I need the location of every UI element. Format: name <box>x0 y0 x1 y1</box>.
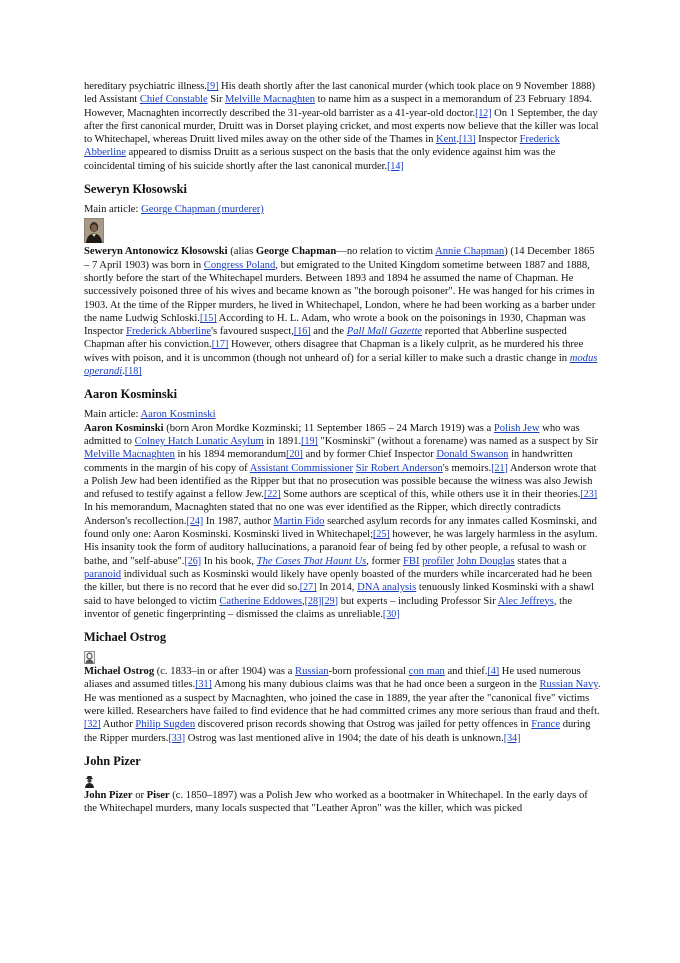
text: . <box>456 134 460 146</box>
link-russian[interactable]: Russian <box>295 666 329 678</box>
link-modus-operandi[interactable]: modus operandi <box>84 352 598 378</box>
citation-34[interactable]: [34] <box>503 732 521 744</box>
text: Main article: <box>84 204 142 216</box>
link-colney-hatch[interactable]: Colney Hatch Lunatic Asylum <box>134 435 264 447</box>
citation-29[interactable]: [29] <box>321 595 339 607</box>
text: (alias <box>227 246 256 258</box>
link-france[interactable]: France <box>531 719 561 731</box>
link-assistant-commissioner[interactable]: Assistant Commissioner <box>249 462 354 474</box>
text: searched asylum records for any inmates called Kosminski, and found only one: Aaron Kosminski. Kosminski lived in Whitechapel; <box>84 515 597 541</box>
text: He used numerous aliases and assumed titles. <box>84 666 581 691</box>
link-cases-that-haunt-us[interactable]: The Cases That Haunt Us <box>256 555 367 567</box>
text: in 1891. <box>263 435 302 447</box>
text: . <box>122 366 125 378</box>
citation-27[interactable]: [27] <box>299 582 317 594</box>
text: "Kosminski" (without a forename) was named as a suspect by Sir <box>317 435 599 447</box>
text: individual such as Kosminski would likely have openly boasted of the murders while incarcerated had he been the killer, but there is no record that he ever did so. <box>84 568 593 594</box>
citation-30[interactable]: [30] <box>382 608 400 620</box>
bold-alt-name: Piser <box>146 789 170 801</box>
text: , the inventor of genetic fingerprinting – dismissed the claims as unreliable. <box>84 595 573 620</box>
text: Among his many dubious claims was that he had once been a surgeon in the <box>211 679 540 691</box>
text: and by former Chief Inspector <box>302 449 437 461</box>
paragraph-druitt <box>84 80 602 173</box>
citation-22[interactable]: [22] <box>263 489 281 501</box>
link-frederick-abberline[interactable]: Frederick Abberline <box>126 326 212 338</box>
citation-23[interactable]: [23] <box>580 489 598 501</box>
text: but experts – including Professor Sir <box>338 595 498 607</box>
link-philip-sugden[interactable]: Philip Sugden <box>135 719 196 731</box>
text: hereditary psychiatric illness. <box>84 81 207 92</box>
citation-33[interactable]: [33] <box>168 732 186 744</box>
bold-name: John Pizer <box>84 789 133 801</box>
citation-19[interactable]: [19] <box>301 435 318 447</box>
link-alec-jeffreys[interactable]: Alec Jeffreys <box>497 595 554 607</box>
text: In his memorandum, Macnaghten stated that no one was ever identified as the Ripper, which directly contradicts Anderson's recollection. <box>84 502 561 527</box>
text: and the <box>310 326 347 338</box>
link-chief-constable[interactable]: Chief Constable <box>139 94 208 106</box>
text: Ostrog was last mentioned alive in 1904; the date of his death is unknown. <box>185 732 504 744</box>
citation-4[interactable]: [4] <box>487 666 500 678</box>
section-heading-klosowski: Seweryn Kłosowski <box>84 182 187 197</box>
text: (c. 1850–1897) was a Polish Jew who worked as a bootmaker in Whitechapel. In the early days of the Whitechapel murders, many locals suspected that "Leather Apron" was the killer, which was picked <box>84 789 588 815</box>
text: ) (14 December 1865 – 7 April 1903) was born in <box>84 246 595 271</box>
link-melville-macnaghten[interactable]: Melville Macnaghten <box>84 449 175 461</box>
link-catherine-eddowes[interactable]: Catherine Eddowes <box>219 595 303 607</box>
article-body <box>84 80 602 815</box>
link-john-douglas[interactable]: John Douglas <box>456 555 515 567</box>
text: Anderson wrote that a Polish Jew had been identified as the Ripper but that no prosecution was possible because the witness was also Jewish and refused to testify against a fellow Jew. <box>84 462 597 501</box>
portrait-silhouette-icon[interactable] <box>84 775 95 788</box>
main-article-note <box>84 203 602 216</box>
citation-16[interactable]: [16] <box>293 326 311 338</box>
text: Some authors are sceptical of this, while others use it in their theories. <box>280 489 581 501</box>
link-polish-jew[interactable]: Polish Jew <box>493 422 540 434</box>
text: In 2014, <box>316 582 358 594</box>
text: in handwritten comments in the margin of his copy of <box>84 449 573 474</box>
citation-15[interactable]: [15] <box>199 312 217 324</box>
text: -born professional <box>328 666 409 678</box>
link-aaron-kosminski[interactable]: Aaron Kosminski <box>140 409 216 421</box>
link-martin-fido[interactable]: Martin Fido <box>273 515 325 527</box>
citation-12[interactable]: [12] <box>475 107 492 119</box>
text: however, he was largely harmless in the asylum. His insanity took the form of auditory hallucinations, a paranoid fear of being fed by other people, a refusal to wash or bathe, and "self-abuse". <box>84 529 598 567</box>
text: during the Ripper murders. <box>84 719 591 744</box>
paragraph-klosowski <box>84 245 602 378</box>
link-annie-chapman[interactable]: Annie Chapman <box>435 246 505 258</box>
section-heading-kosminski: Aaron Kosminski <box>84 387 178 402</box>
citation-13[interactable]: [13] <box>459 134 476 146</box>
text: Sir <box>207 94 226 106</box>
citation-25[interactable]: [25] <box>373 529 390 541</box>
text: —no relation to victim <box>336 246 436 258</box>
portrait-sketch-icon[interactable] <box>84 651 95 664</box>
citation-24[interactable]: [24] <box>186 515 204 527</box>
text: His death shortly after the last canonical murder (which took place on 9 November 1888) led Assistant <box>84 81 595 106</box>
link-pall-mall-gazette[interactable]: Pall Mall Gazette <box>346 326 423 338</box>
text: to name him as a suspect in a memorandum of 23 February 1894. However, Macnaghten incorrectly described the 31-year-old barrister as a 41-year-old doctor. <box>84 94 592 119</box>
section-heading-pizer: John Pizer <box>84 753 141 768</box>
text: who was admitted to <box>84 422 580 447</box>
bold-name: Seweryn Antonowicz Kłosowski <box>84 246 228 258</box>
text: Inspector <box>475 134 520 146</box>
text: in his 1894 memorandum <box>174 449 287 461</box>
link-congress-poland[interactable]: Congress Poland <box>203 259 276 271</box>
text: On 1 September, the day after the first canonical murder, Druitt was in Dorset playing cricket, and most experts now believe that the killer was local to Whitechapel, whereas Druitt lived miles away on the other side of the Thames in <box>84 107 599 146</box>
section-heading-ostrog: Michael Ostrog <box>84 630 167 645</box>
bold-name: Michael Ostrog <box>84 666 155 678</box>
text: states that a <box>514 555 567 567</box>
text: In his book, <box>201 555 257 567</box>
link-con-man[interactable]: con man <box>408 666 445 678</box>
citation-28[interactable]: [28] <box>304 595 322 607</box>
link-melville-macnaghten[interactable]: Melville Macnaghten <box>225 94 315 106</box>
text: discovered prison records showing that Ostrog was jailed for petty offences in <box>195 719 532 731</box>
citation-20[interactable]: [20] <box>286 449 303 461</box>
text: appeared to dismiss Druitt as a serious suspect on the basis that the only evidence against him was the coincidental timing of his suicide shortly after the last canonical murder. <box>84 147 556 172</box>
text: or <box>132 789 147 801</box>
citation-31[interactable]: [31] <box>195 679 212 691</box>
portrait-photo-icon[interactable] <box>84 218 104 243</box>
text: However, others disagree that Chapman is a likely culprit, as he murdered his three wives with poison, and it is uncommon (though not unheard of) for a serial killer to make such a drastic change in <box>84 339 584 364</box>
text: Main article: <box>84 409 141 421</box>
link-paranoid[interactable]: paranoid <box>84 568 122 580</box>
text: , former <box>366 555 403 567</box>
text: , <box>302 595 305 607</box>
citation-21[interactable]: [21] <box>491 462 508 474</box>
link-george-chapman-murderer[interactable]: George Chapman (murderer) <box>141 204 264 216</box>
main-article-note <box>84 408 602 421</box>
text: 's memoirs. <box>442 462 492 474</box>
citation-14[interactable]: [14] <box>387 160 404 172</box>
paragraph-kosminski <box>84 422 602 621</box>
text: (born Aron Mordke Kozminski; 11 September 1865 – 24 March 1919) was a <box>163 422 494 434</box>
link-frederick-abberline[interactable]: Frederick Abberline <box>84 134 560 159</box>
link-donald-swanson[interactable]: Donald Swanson <box>436 449 509 461</box>
citation-9[interactable]: [9] <box>206 81 219 92</box>
text: and thief. <box>444 666 488 678</box>
bold-name: Aaron Kosminski <box>84 422 164 434</box>
link-kent[interactable]: Kent <box>436 134 457 146</box>
text: According to H. L. Adam, who wrote a book on the poisonings in 1930, Chapman was Inspector <box>84 312 586 338</box>
text: tenuously linked Kosminski with a shawl said to have belonged to victim <box>84 582 594 607</box>
link-robert-anderson[interactable]: Sir Robert Anderson <box>355 462 443 474</box>
text: (c. 1833–in or after 1904) was a <box>154 666 296 678</box>
text: . He was mentioned as a suspect by Macnaghten, who joined the case in 1889, the year after the "canonical five" victims were killed. Researchers have failed to find evidence that he had committed crimes any more serious than fraud and theft. <box>84 679 601 717</box>
paragraph-ostrog <box>84 665 602 745</box>
citation-17[interactable]: [17] <box>211 339 229 351</box>
text: 's favoured suspect, <box>211 326 294 338</box>
text: reported that Abberline suspected Chapman after his conviction. <box>84 326 567 351</box>
text: , but emigrated to the United Kingdom sometime between 1887 and 1888, shortly before the start of the Whitechapel murders. Between 1893 and 1894 he assumed the name of Chapman. He successively poisoned three of his wives and became known as "the borough poisoner". He was hanged for his crimes in 1903. At the time of the Ripper murders, he lived in Whitechapel, London, where he had been working as a barber under the name Ludwig Schloski. <box>84 259 596 324</box>
citation-26[interactable]: [26] <box>184 555 202 567</box>
text: Author <box>100 719 136 731</box>
citation-32[interactable]: [32] <box>84 719 101 731</box>
link-russian-navy[interactable]: Russian Navy <box>539 679 598 691</box>
link-dna-analysis[interactable]: DNA analysis <box>357 582 417 594</box>
link-profiler[interactable]: profiler <box>422 555 454 567</box>
paragraph-pizer <box>84 789 602 816</box>
text: In 1987, author <box>203 515 274 527</box>
link-fbi[interactable]: FBI <box>403 555 420 567</box>
citation-18[interactable]: [18] <box>124 366 142 378</box>
bold-alias: George Chapman <box>255 246 337 258</box>
